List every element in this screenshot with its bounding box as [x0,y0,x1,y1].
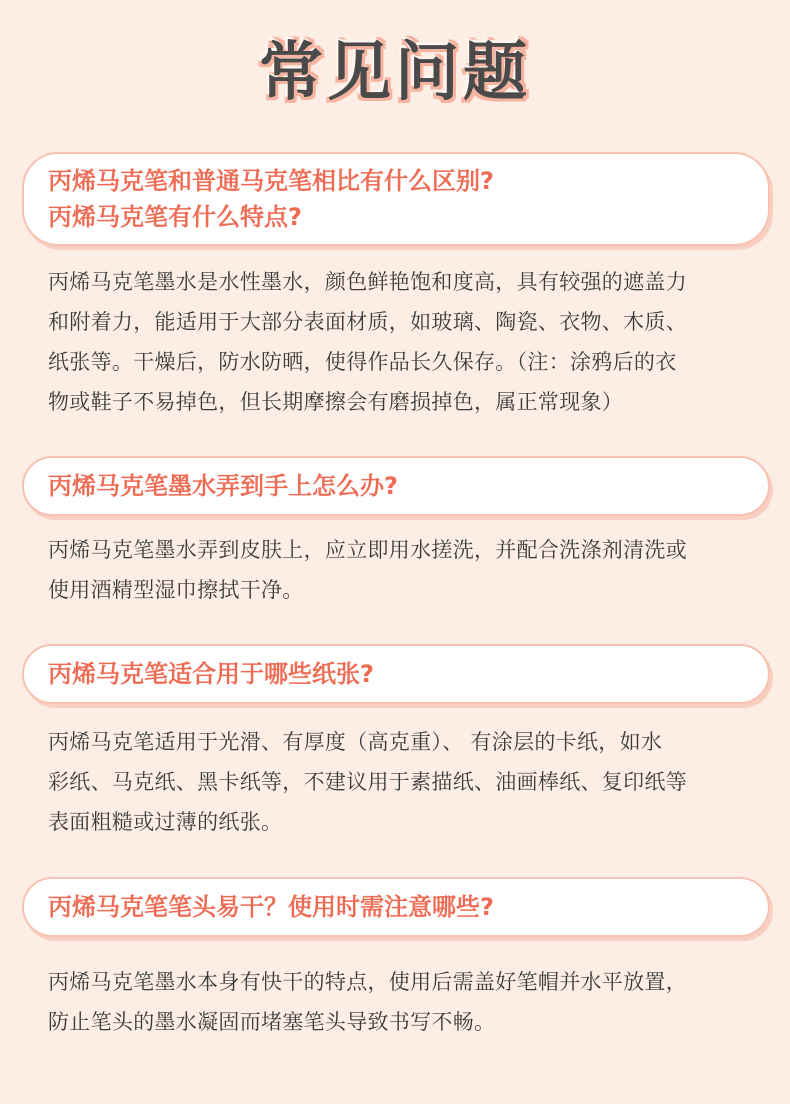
faq-answer-2-line-1: 丙烯马克笔墨水弄到皮肤上，应立即用水搓洗，并配合洗涤剂清洗或 [48,538,687,562]
faq-answer-1 [48,262,768,422]
faq-answer-4-line-1: 丙烯马克笔墨水本身有快干的特点，使用后需盖好笔帽并水平放置， [48,970,687,994]
faq-question-4 [22,877,770,937]
faq-answer-3-line-2: 彩纸、马克纸、黑卡纸等，不建议用于素描纸、油画棒纸、复印纸等 [48,770,687,794]
page-title: 常见问题 [259,36,531,110]
faq-answer-2 [48,530,768,610]
faq-answer-2-line-2: 使用酒精型湿巾擦拭干净。 [48,578,304,602]
faq-question-3 [22,644,770,704]
faq-answer-1-line-3: 纸张等。干燥后，防水防晒，使得作品长久保存。（注：涂鸦后的衣 [48,350,677,374]
faq-question-3-line-1: 丙烯马克笔适合用于哪些纸张? [48,660,374,688]
faq-question-4-line-1: 丙烯马克笔笔头易干？使用时需注意哪些? [48,893,494,921]
faq-question-1-line-1: 丙烯马克笔和普通马克笔相比有什么区别? [48,167,494,195]
faq-question-2-line-1: 丙烯马克笔墨水弄到手上怎么办? [48,472,398,500]
faq-question-2 [22,456,770,516]
faq-answer-3 [48,722,768,842]
faq-answer-4-line-2: 防止笔头的墨水凝固而堵塞笔头导致书写不畅。 [48,1010,496,1034]
faq-answer-1-line-2: 和附着力，能适用于大部分表面材质，如玻璃、陶瓷、衣物、木质、 [48,310,687,334]
faq-question-1 [22,152,770,246]
faq-answer-1-line-1: 丙烯马克笔墨水是水性墨水，颜色鲜艳饱和度高，具有较强的遮盖力 [48,270,687,294]
faq-answer-1-line-4: 物或鞋子不易掉色，但长期摩擦会有磨损掉色，属正常现象） [48,390,624,414]
faq-answer-3-line-1: 丙烯马克笔适用于光滑、有厚度（高克重）、 有涂层的卡纸，如水 [48,730,663,754]
faq-answer-3-line-3: 表面粗糙或过薄的纸张。 [48,810,283,834]
faq-question-1-line-2: 丙烯马克笔有什么特点? [48,203,302,231]
faq-answer-4 [48,962,768,1042]
